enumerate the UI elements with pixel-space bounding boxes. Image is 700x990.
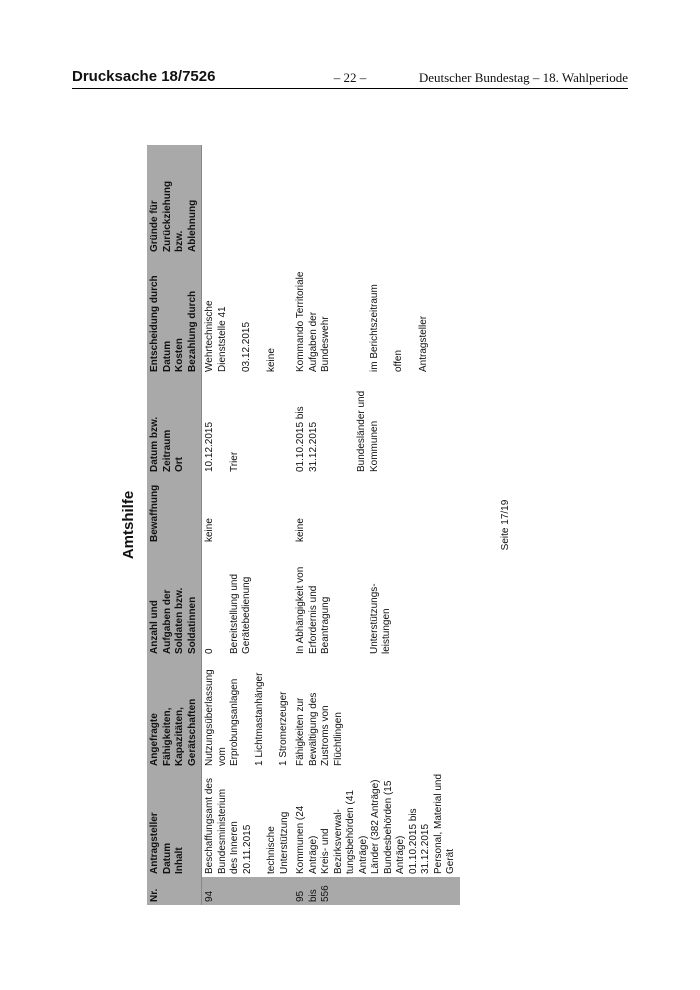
page-header [72,68,628,90]
cell-line: Trier [228,451,240,472]
spacer [254,772,266,874]
cell-line: Wehrtechnische Dienststelle 41 [204,300,228,372]
row-nr: 94 [202,877,294,905]
parliament-period: Deutscher Bundestag – 18. Wahlperiode [418,70,628,85]
cell-line: Länder (382 Anträge) [370,779,381,874]
cell-line: Unterstützungs-leistungen [368,583,392,654]
spacer [333,548,345,654]
header-line: Ort [174,457,185,472]
spacer [345,258,357,372]
spacer [229,258,241,372]
spacer [320,378,332,472]
col-header-datum [147,375,202,475]
spacer [357,548,369,654]
col-header-entscheidung [147,255,202,375]
cell-bewaffnung: keine [295,518,306,542]
col-header-bewaffnung [147,475,202,545]
cell-line: keine [265,348,277,372]
table-header-row [147,145,202,905]
cell-entscheidung [293,255,460,375]
cell-line: Kommando Territoriale Aufgaben der Bundeswehr [295,271,331,372]
spacer [406,258,418,372]
spacer [242,660,254,766]
header-line: Bezahlung durch [186,290,198,372]
cell-line: offen [393,349,404,372]
header-line: Entscheidung durch [149,275,160,372]
cell-entscheidung [202,255,294,375]
spacer [345,548,357,654]
cell-line: 1 Stromerzeuger [278,691,289,766]
spacer [217,548,229,654]
cell-line: Kreis- und Bezirksverwal-tungsbehörden (41 Anträge) [320,790,369,874]
cell-bewaffnung: keine [204,518,215,542]
cell-line: Personal, Material und Gerät [432,773,456,874]
page-footer: Seite 17/19 [500,499,511,551]
cell-faehigkeiten [202,657,294,769]
cell-line: im Berichtszeitraum [368,284,380,372]
cell-anzahl [293,545,460,657]
spacer [333,258,345,372]
amtshilfe-table [147,145,460,905]
spacer [344,378,356,472]
spacer [254,258,266,372]
spacer [381,258,393,372]
document-number-value: 7526 [182,68,216,85]
cell-line: 03.12.2015 [241,321,252,372]
header-rule [72,88,628,89]
table-row [202,145,294,905]
cell-datum [293,375,460,475]
cell-gruende [293,145,460,255]
header-line: Soldaten bzw. [174,587,185,654]
cell-antragsteller [293,769,460,877]
cell-line: 1 Lichtmastanhänger [253,672,265,766]
cell-line: In Abhängigkeit von Erfordernis und Beantragung [295,566,331,654]
rotated-table-page [120,145,540,905]
cell-line: 01.10.2015 bis 31.12.2015 [295,406,319,472]
document-number-prefix: Drucksache 18/ [72,68,183,85]
cell-line: Bereitstellung und Gerätebedienung [228,573,252,654]
row-nr: 95 bis 556 [293,877,460,905]
cell-line: Antragsteller [417,315,429,372]
col-header-nr-text: Nr. [149,888,160,902]
header-line: Aufgaben der [161,589,173,654]
header-line: Zurückziehung [161,180,173,252]
cell-line: 01.10.2015 bis 31.12.2015 [407,808,431,874]
header-line: Ablehnung [186,199,198,252]
page-number: – 22 – [333,70,367,85]
header-line: Datum [161,340,173,372]
cell-line: 20.11.2015 [241,824,253,874]
cell-gruende [202,145,294,255]
header-line: Datum [161,842,173,874]
header-line: Kosten [174,338,185,372]
header-line: bzw. [174,230,185,252]
cell-line: Bundesbehörden (15 Anträge) [382,780,406,874]
cell-line: Kommunen (24 Anträge) [295,805,319,874]
header-line: Anzahl und [149,600,160,654]
cell-antragsteller [202,769,294,877]
cell-anzahl [202,545,294,657]
header-line: Antragsteller [149,812,160,874]
cell-line: 0 [204,648,215,654]
col-header-nr [147,877,202,905]
cell-faehigkeiten [293,657,460,769]
header-line: Soldatinnen [186,596,198,654]
header-line: Bewaffnung [149,484,160,542]
header-line: Angefragte Fähigkeiten, [149,707,173,766]
header-line: Kapazitäten, [174,707,185,766]
header-line: Zeitraum [161,429,173,472]
header-line: Gerätschaften [186,698,198,766]
col-header-gruende [147,145,202,255]
spacer [266,660,278,766]
cell-line: 10.12.2015 [204,421,215,472]
spacer [332,378,344,472]
section-title: Amtshilfe [120,490,137,560]
cell-line: technische Unterstützung [266,811,290,874]
col-header-faehigkeiten [147,657,202,769]
header-line: Gründe für [149,200,160,252]
col-header-anzahl [147,545,202,657]
cell-line: Beschaffungsamt des Bundesministerium des Inneren [204,778,240,874]
header-line: Inhalt [174,847,185,874]
header-line: Datum bzw. [149,416,160,472]
col-header-antragsteller [147,769,202,877]
table-row [293,145,460,905]
spacer [217,378,229,472]
spacer [357,258,369,372]
cell-line: Bundesländer und Kommunen [356,390,380,472]
cell-line: Nutzungsüberlassung vom Erprobungsanlagen [204,669,240,766]
cell-line: Fähigkeiten zur Bewältigung des Zustroms von Flüchtlingen [295,692,344,766]
cell-datum [202,375,294,475]
